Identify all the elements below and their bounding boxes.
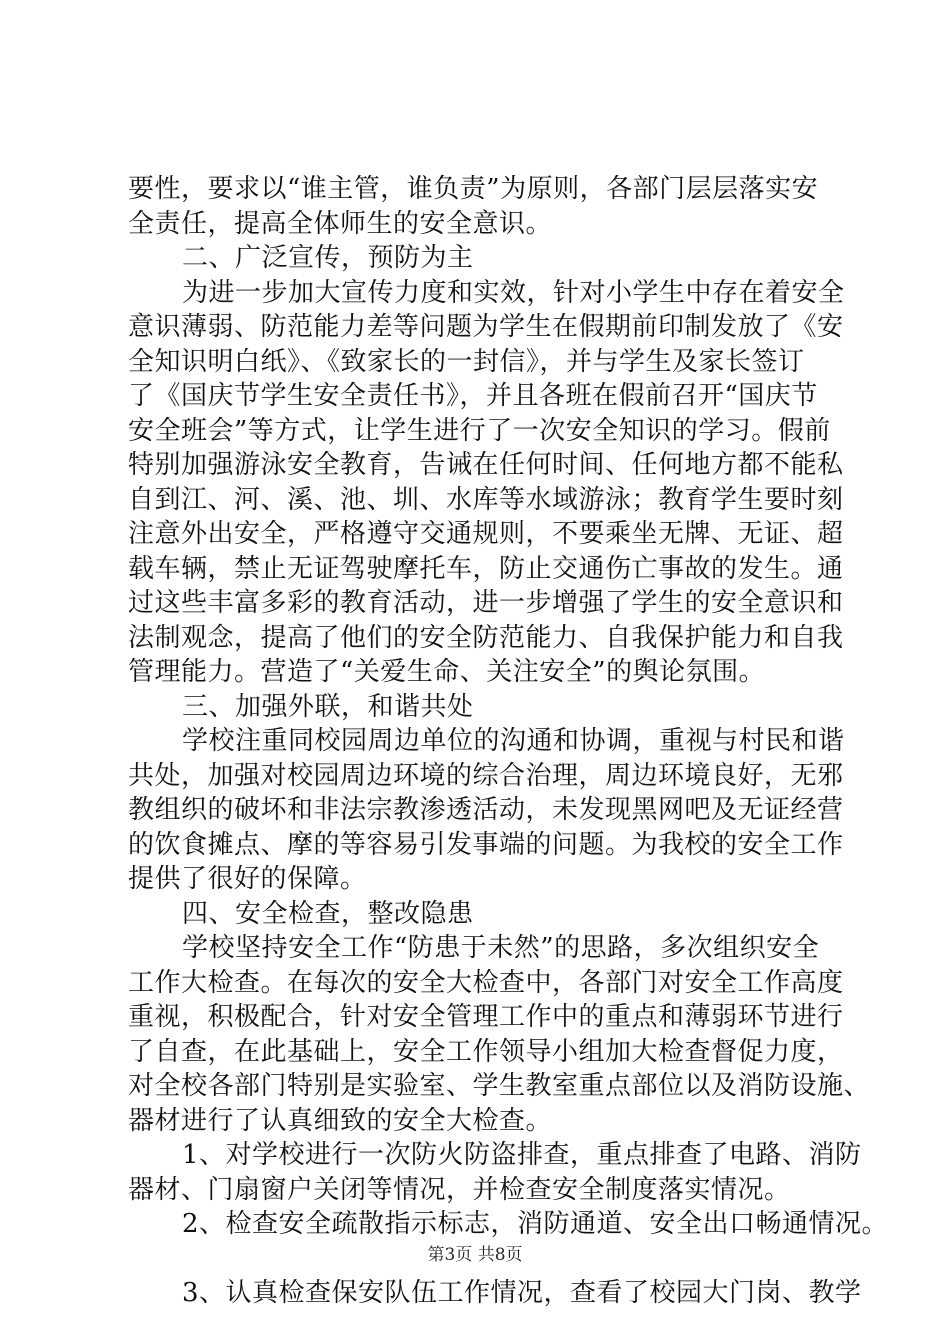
text-line: 特别加强游泳安全教育，告诫在任何时间、任何地方都不能私 [128, 450, 844, 480]
list-item: 1、对学校进行一次防火防盗排查，重点排查了电路、消防 [182, 1140, 862, 1170]
text-line: 了自查，在此基础上，安全工作领导小组加大检查督促力度， [128, 1036, 844, 1067]
text-line: 对全校各部门特别是实验室、学生教室重点部位以及消防设施、 [128, 1071, 871, 1101]
text-line: 的饮食摊点、摩的等容易引发事端的问题。为我校的安全工作 [128, 829, 844, 860]
text-line: 法制观念，提高了他们的安全防范能力、自我保护能力和自我 [128, 622, 844, 653]
text-line: 了《国庆节学生安全责任书》，并且各班在假前召开“国庆节 [128, 381, 818, 411]
document-body [128, 172, 889, 1310]
text-line: 器材、门扇窗户关闭等情况，并检查安全制度落实情况。 [128, 1174, 791, 1205]
text-line: 注意外出安全，严格遵守交通规则，不要乘坐无牌、无证、超 [128, 519, 844, 549]
text-line: 工作大检查。在每次的安全大检查中，各部门对安全工作高度 [128, 967, 844, 998]
text-line: 学校注重同校园周边单位的沟通和协调，重视与村民和谐 [182, 726, 845, 756]
page-number-footer: 第3页 共8页 [427, 1245, 523, 1265]
text-line: 学校坚持安全工作“防患于未然”的思路，多次组织安全 [182, 933, 820, 963]
text-line: 教组织的破坏和非法宗教渗透活动，未发现黑网吧及无证经营 [128, 795, 844, 825]
text-line: 提供了很好的保障。 [128, 864, 367, 894]
text-line: 安全班会”等方式，让学生进行了一次安全知识的学习。假前 [128, 415, 831, 446]
text-line: 要性，要求以“谁主管，谁负责”为原则，各部门层层落实安 [128, 174, 819, 204]
text-line: 器材进行了认真细致的安全大检查。 [128, 1105, 553, 1136]
list-item: 2、检查安全疏散指示标志，消防通道、安全出口畅通情况。 [182, 1209, 889, 1239]
text-line: 自到江、河、溪、池、圳、水库等水域游泳；教育学生要时刻 [128, 484, 844, 515]
text-line: 意识薄弱、防范能力差等问题为学生在假期前印制发放了《安 [128, 312, 844, 342]
text-line: 载车辆，禁止无证驾驶摩托车，防止交通伤亡事故的发生。通 [128, 553, 844, 584]
text-line: 共处，加强对校园周边环境的综合治理，周边环境良好，无邪 [128, 760, 844, 791]
section-heading: 三、加强外联，和谐共处 [182, 691, 474, 722]
text-line: 全责任，提高全体师生的安全意识。 [128, 208, 553, 239]
text-line: 管理能力。营造了“关爱生命、关注安全”的舆论氛围。 [128, 657, 766, 687]
text-line: 全知识明白纸》、《致家长的一封信》，并与学生及家长签订 [128, 346, 805, 377]
section-heading: 二、广泛宣传，预防为主 [182, 243, 474, 273]
text-line: 为进一步加大宣传力度和实效，针对小学生中存在着安全 [182, 277, 845, 308]
text-line: 重视，积极配合，针对安全管理工作中的重点和薄弱环节进行 [128, 1002, 844, 1032]
list-item: 3、认真检查保安队伍工作情况，查看了校园大门岗、教学 [182, 1277, 862, 1308]
section-heading: 四、安全检查，整改隐患 [182, 898, 474, 929]
text-line: 过这些丰富多彩的教育活动，进一步增强了学生的安全意识和 [128, 588, 844, 618]
